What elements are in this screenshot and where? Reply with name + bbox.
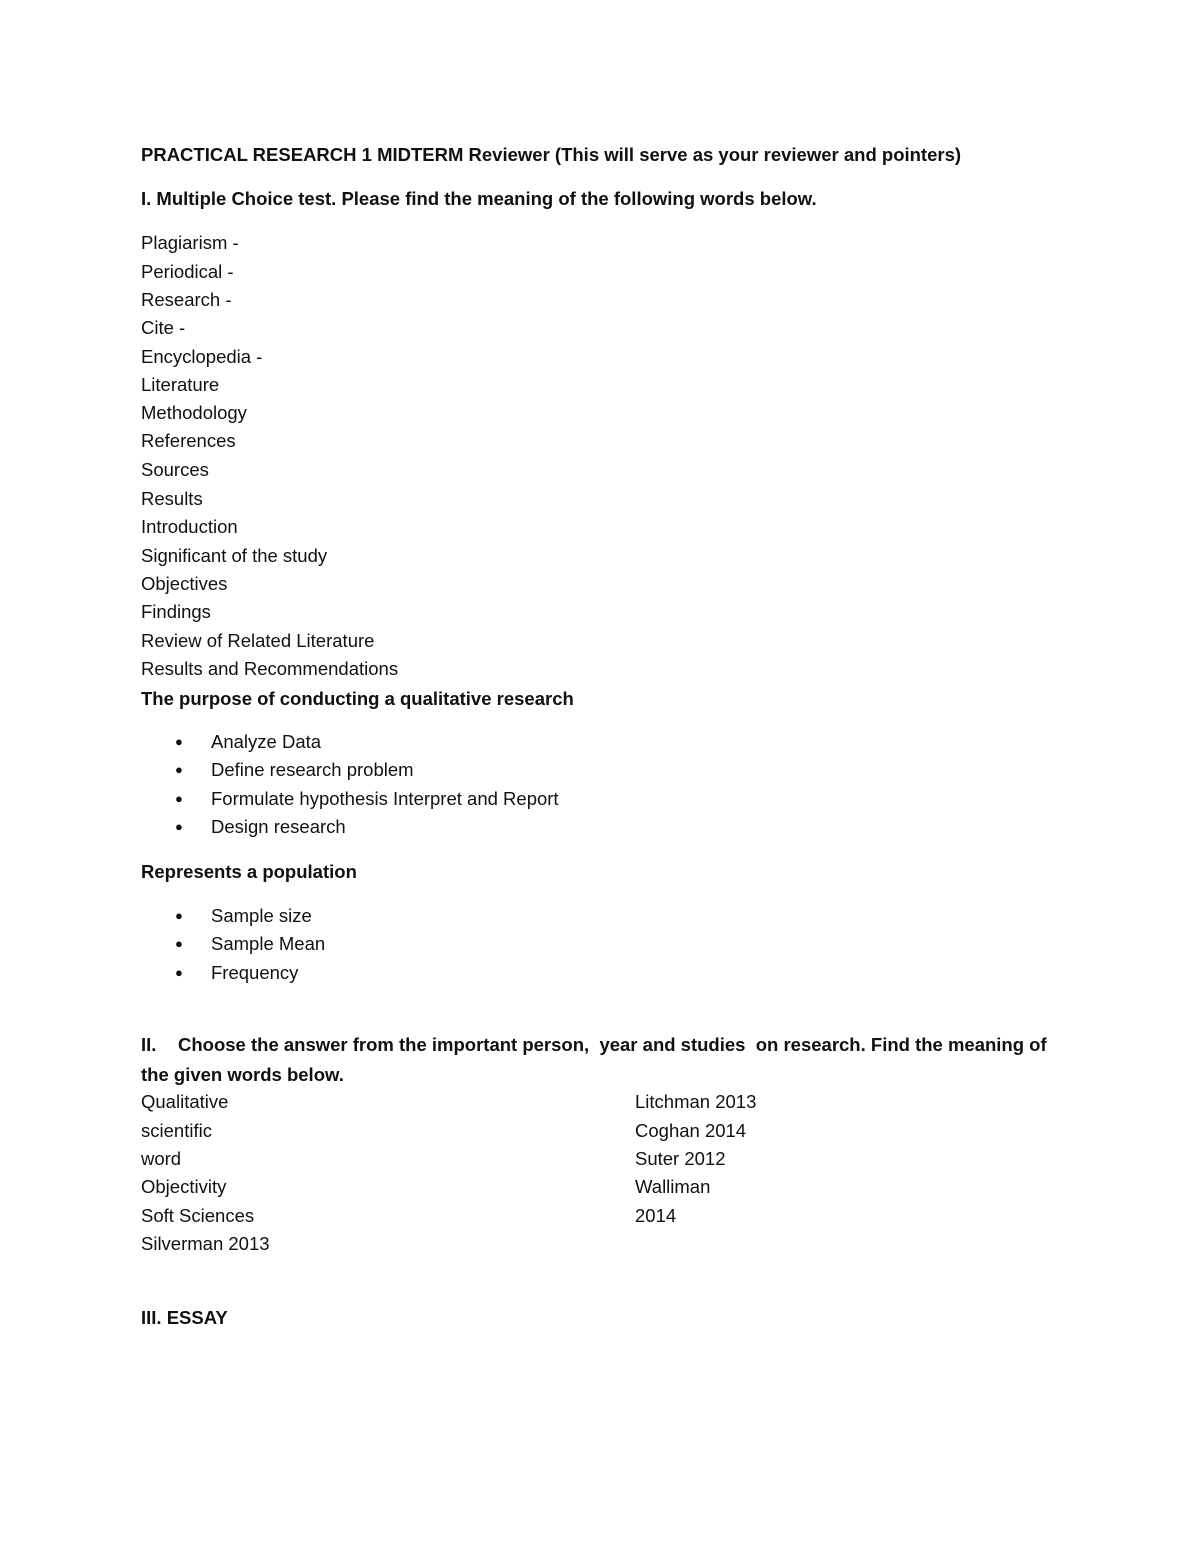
option-item: Design research — [211, 816, 346, 837]
term-item: Significant of the study — [141, 545, 328, 566]
term-item: Review of Related Literature — [141, 630, 375, 651]
option-item: Define research problem — [211, 759, 414, 780]
right-column-item: Coghan 2014 — [635, 1120, 747, 1141]
option-item: Sample size — [211, 905, 312, 926]
section-2-number: II. — [141, 1034, 157, 1055]
right-column-item: Walliman — [635, 1176, 711, 1197]
bullet-icon: ● — [175, 734, 183, 749]
question-1: The purpose of conducting a qualitative research — [141, 688, 574, 709]
section-2-heading-cont: the given words below. — [141, 1064, 344, 1085]
bullet-icon: ● — [175, 908, 183, 923]
section-1-heading: I. Multiple Choice test. Please find the meaning of the following words below. — [141, 188, 817, 209]
left-column-item: Soft Sciences — [141, 1205, 255, 1226]
term-item: References — [141, 430, 236, 451]
right-column-item: Litchman 2013 — [635, 1091, 757, 1112]
section-2-heading: Choose the answer from the important person, year and studies on research. Find the meaning of — [178, 1034, 1047, 1055]
option-item: Formulate hypothesis Interpret and Report — [211, 788, 559, 809]
bullet-icon: ● — [175, 965, 183, 980]
option-item: Sample Mean — [211, 933, 326, 954]
term-item: Methodology — [141, 402, 247, 423]
right-column-item: 2014 — [635, 1205, 677, 1226]
term-item: Results — [141, 488, 203, 509]
option-item: Frequency — [211, 962, 299, 983]
left-column-item: Qualitative — [141, 1091, 229, 1112]
term-item: Introduction — [141, 516, 238, 537]
term-item: Literature — [141, 374, 220, 395]
document-title: PRACTICAL RESEARCH 1 MIDTERM Reviewer (This will serve as your reviewer and pointers) — [141, 144, 962, 165]
bullet-icon: ● — [175, 936, 183, 951]
left-column-item: Silverman 2013 — [141, 1233, 270, 1254]
left-column-item: scientific — [141, 1120, 212, 1141]
term-item: Cite - — [141, 317, 186, 338]
left-column-item: Objectivity — [141, 1176, 227, 1197]
left-column-item: word — [141, 1148, 182, 1169]
bullet-icon: ● — [175, 791, 183, 806]
option-item: Analyze Data — [211, 731, 322, 752]
term-item: Encyclopedia - — [141, 346, 263, 367]
section-3-heading: III. ESSAY — [141, 1307, 228, 1328]
term-item: Research - — [141, 289, 232, 310]
term-item: Sources — [141, 459, 209, 480]
term-item: Plagiarism - — [141, 232, 239, 253]
question-2: Represents a population — [141, 861, 357, 882]
term-item: Findings — [141, 601, 211, 622]
right-column-item: Suter 2012 — [635, 1148, 726, 1169]
bullet-icon: ● — [175, 762, 183, 777]
bullet-icon: ● — [175, 819, 183, 834]
term-item: Periodical - — [141, 261, 234, 282]
term-item: Results and Recommendations — [141, 658, 399, 679]
term-item: Objectives — [141, 573, 228, 594]
